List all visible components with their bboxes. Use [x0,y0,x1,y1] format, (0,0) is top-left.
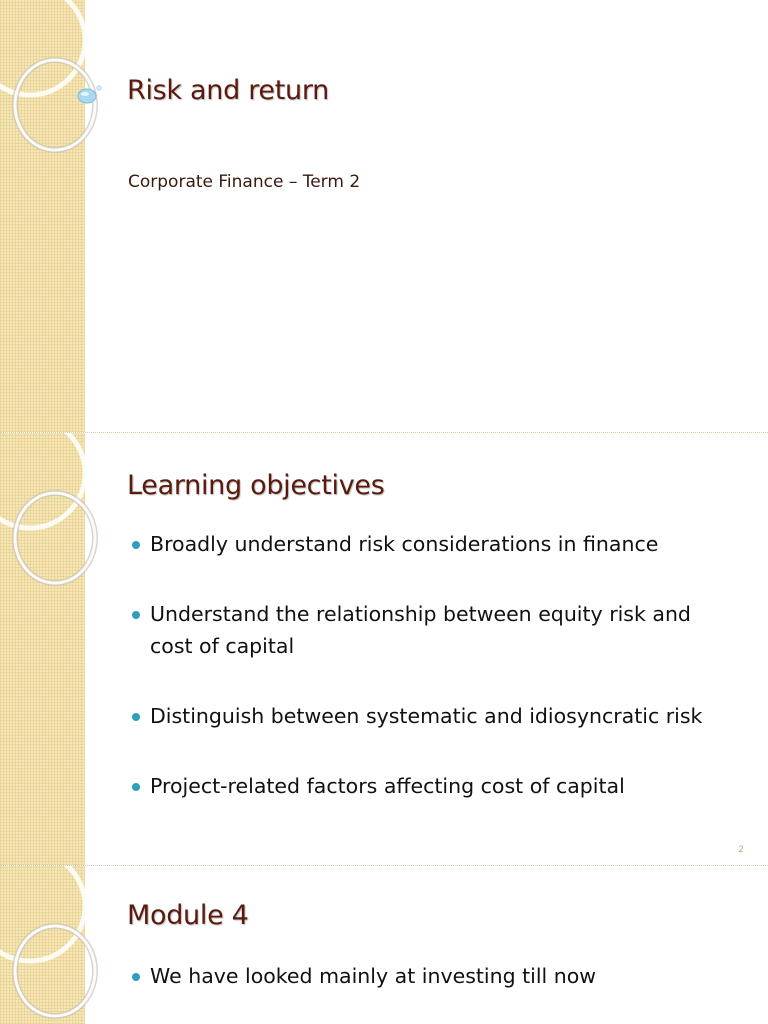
slide-title: Learning objectives [127,470,385,501]
slide-3 [0,866,768,1024]
list-item: We have looked mainly at investing till now [130,960,710,992]
slide-subtitle: Corporate Finance – Term 2 [128,172,361,192]
bullet-icon [132,541,140,549]
bubble-decoration-icon [76,84,104,106]
list-item: Broadly understand risk considerations in finance [130,528,710,560]
slide-title: Risk and return [127,75,329,106]
list-item: Project-related factors affecting cost of capital [130,770,710,802]
bullet-icon [132,783,140,791]
swirl-decoration-icon [0,866,110,1024]
swirl-decoration-icon [0,433,110,633]
slide-1 [0,0,768,432]
bullet-icon [132,973,140,981]
bullet-list [130,528,710,840]
bullet-icon [132,713,140,721]
list-item: Distinguish between systematic and idiosyncratic risk [130,700,710,732]
bullet-icon [132,611,140,619]
list-item: Understand the relationship between equity risk and cost of capital [130,598,710,662]
page-number: 2 [738,845,744,855]
bullet-list [130,960,710,992]
slide-title: Module 4 [127,900,249,931]
